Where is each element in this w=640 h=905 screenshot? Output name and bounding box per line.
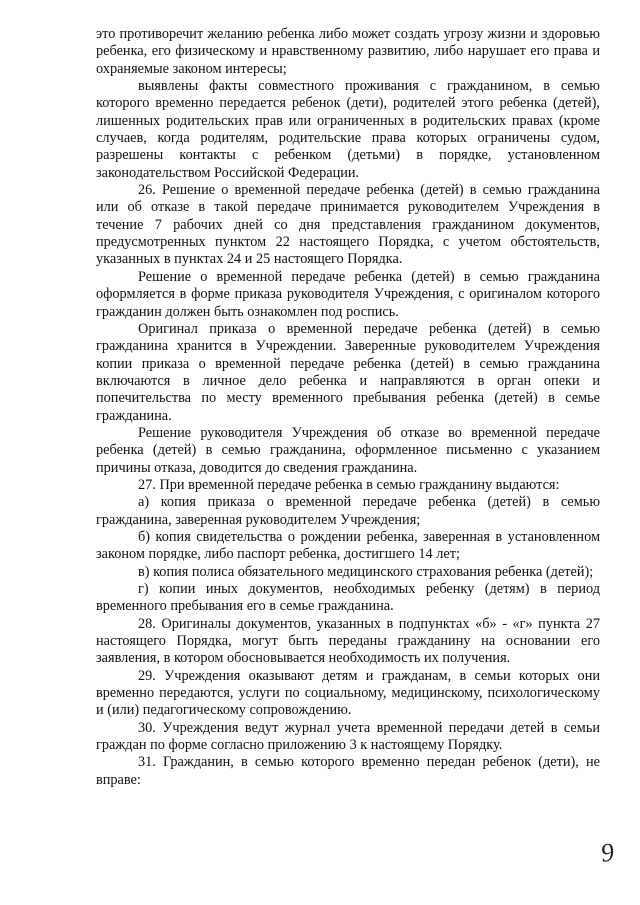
paragraph: Оригинал приказа о временной передаче ребенка (детей) в семью гражданина хранится в Учреждении. Заверенные руководителем Учреждения копии приказа о временной передаче ребенка (детей) в семью гражданина включаются в личное дело ребенка и направляются в орган опеки и попечительства по месту временного пребывания ребенка (детей) в семье гражданина.: [96, 320, 600, 424]
paragraph: 28. Оригиналы документов, указанных в подпунктах «б» - «г» пункта 27 настоящего Порядка, могут быть переданы гражданину на основании его заявления, в котором обосновывается необходимость их получения.: [96, 615, 600, 667]
paragraph: 26. Решение о временной передаче ребенка (детей) в семью гражданина или об отказе в такой передаче принимается руководителем Учреждения в течение 7 рабочих дней со дня представления гражданином документов, предусмотренных пунктом 22 настоящего Порядка, с учетом обстоятельств, указанных в пунктах 24 и 25 настоящего Порядка.: [96, 182, 600, 268]
paragraph: Решение о временной передаче ребенка (детей) в семью гражданина оформляется в форме приказа руководителя Учреждения, с оригиналом которого гражданин должен быть ознакомлен под роспись.: [96, 268, 600, 320]
document-body: [96, 26, 600, 789]
paragraph: 31. Гражданин, в семью которого временно передан ребенок (дети), не вправе:: [96, 754, 600, 788]
paragraph: 30. Учреждения ведут журнал учета временной передачи детей в семьи граждан по форме согласно приложению 3 к настоящему Порядку.: [96, 719, 600, 754]
list-item: г) копии иных документов, необходимых ребенку (детям) в период временного пребывания его в семье гражданина.: [96, 581, 600, 615]
paragraph: 29. Учреждения оказывают детям и гражданам, в семьи которых они временно передаются, услуги по социальному, медицинскому, психологическому и (или) педагогическому сопровождению.: [96, 667, 600, 719]
page-number: 9: [598, 837, 616, 868]
list-item: а) копия приказа о временной передаче ребенка (детей) в семью гражданина, заверенная руководителем Учреждения;: [96, 494, 600, 528]
paragraph: выявлены факты совместного проживания с гражданином, в семью которого временно передается ребенок (дети), родителей этого ребенка (детей), лишенных родительских прав или ограниченных в родительских правах (кроме случаев, когда родителям, родительские права которых ограничены судом, разрешены контакты с ребенком (детьми) в порядке, установленном законодательством Российской Федерации.: [96, 78, 600, 181]
paragraph: 27. При временной передаче ребенка в семью гражданину выдаются:: [138, 476, 560, 493]
list-item: б) копия свидетельства о рождении ребенка, заверенная в установленном законом порядке, либо паспорт ребенка, достигшего 14 лет;: [96, 528, 600, 563]
list-item: в) копия полиса обязательного медицинского страхования ребенка (детей);: [138, 563, 594, 580]
paragraph: это противоречит желанию ребенка либо может создать угрозу жизни и здоровью ребенка, его физическому и нравственному развитию, либо нарушает его права и охраняемые законом интересы;: [96, 26, 600, 77]
paragraph: Решение руководителя Учреждения об отказе во временной передаче ребенка (детей) в семью гражданина, оформленное письменно с указанием причины отказа, доводится до сведения гражданина.: [96, 424, 600, 476]
